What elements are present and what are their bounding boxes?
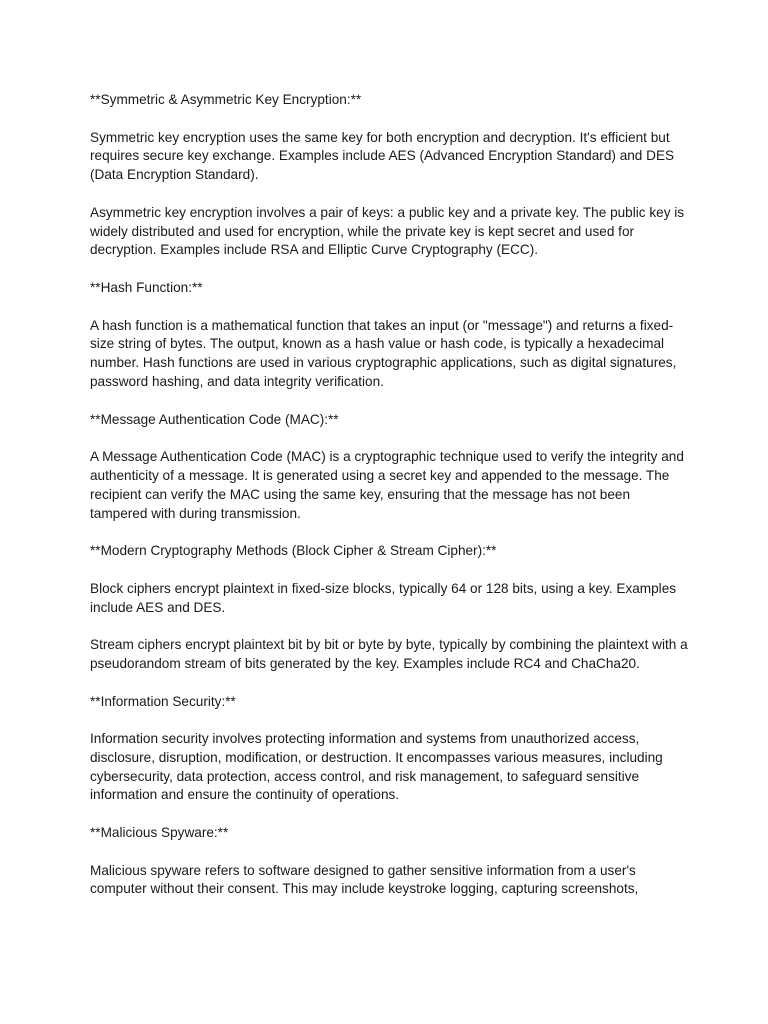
paragraph-information-security: Information security involves protecting information and systems from unauthorized access, disclosure, disruption, modification, or destruction. It encompasses various measures, including cybersecurity, data protection, access control, and risk management, to safeguard sensitive information and ensure the continuity of operations.	[90, 731, 663, 803]
paragraph-symmetric-encryption: Symmetric key encryption uses the same key for both encryption and decryption. It's efficient but requires secure key exchange. Examples include AES (Advanced Encryption Standard) and DES (Data Encryption Standard).	[90, 129, 675, 183]
paragraph-malicious-spyware: Malicious spyware refers to software designed to gather sensitive information from a user's computer without their consent. This may include keystroke logging, capturing screenshots,	[90, 862, 639, 897]
document-body	[90, 91, 690, 899]
paragraph-block-ciphers: Block ciphers encrypt plaintext in fixed-size blocks, typically 64 or 128 bits, using a key. Examples include AES and DES.	[90, 580, 677, 615]
paragraph-stream-ciphers: Stream ciphers encrypt plaintext bit by bit or byte by byte, typically by combining the plaintext with a pseudorandom stream of bits generated by the key. Examples include RC4 and ChaCha20.	[90, 637, 688, 671]
section-heading-mac: **Message Authentication Code (MAC):**	[90, 411, 339, 427]
section-heading-information-security: **Information Security:**	[90, 693, 236, 709]
paragraph-mac: A Message Authentication Code (MAC) is a cryptographic technique used to verify the integrity and authenticity of a message. It is generated using a secret key and appended to the message. The recipient can verify the MAC using the same key, ensuring that the message has not been tampered with during transmission.	[90, 449, 684, 521]
section-heading-modern-cryptography: **Modern Cryptography Methods (Block Cipher & Stream Cipher):**	[90, 543, 497, 559]
paragraph-asymmetric-encryption: Asymmetric key encryption involves a pair of keys: a public key and a private key. The public key is widely distributed and used for encryption, while the private key is kept secret and used for decryption. Examples include RSA and Elliptic Curve Cryptography (ECC).	[90, 204, 685, 258]
section-heading-encryption: **Symmetric & Asymmetric Key Encryption:**	[90, 92, 362, 107]
section-heading-hash-function: **Hash Function:**	[90, 279, 203, 295]
section-heading-malicious-spyware: **Malicious Spyware:**	[90, 825, 229, 841]
paragraph-hash-function: A hash function is a mathematical function that takes an input (or "message") and returns a fixed-size string of bytes. The output, known as a hash value or hash code, is typically a hexadecimal number. Hash functions are used in various cryptographic applications, such as digital signatures, password hashing, and data integrity verification.	[90, 317, 677, 389]
